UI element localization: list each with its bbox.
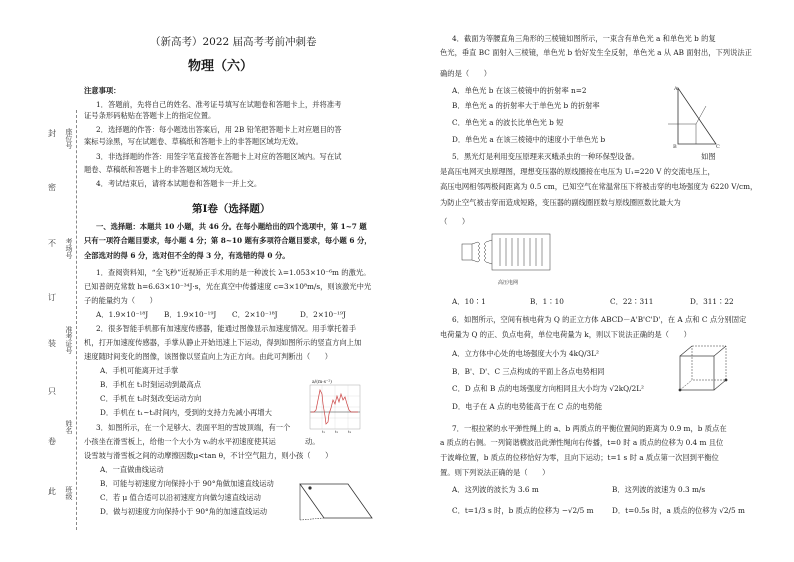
q1-option-c: C．2×10⁻¹⁸J bbox=[232, 310, 278, 319]
margin-char: 此 bbox=[48, 487, 56, 496]
question-2: 2．很多智能手机都有加速度传感器，能通过图像显示加速度情况。用手掌托着手 bbox=[96, 324, 357, 333]
margin-char: 订 bbox=[48, 293, 56, 302]
subject-title: 物理（六） bbox=[188, 59, 254, 74]
question-2: 机，打开加速度传感器，手掌从静止开始迅速上下运动，得到如图所示的竖直方向上加 bbox=[84, 338, 362, 347]
section-title: 第Ⅰ卷（选择题） bbox=[192, 203, 271, 215]
q2-option-b: B．手机在 t₁时刻运动到最高点 bbox=[100, 380, 202, 389]
margin-field-room: 考场号 bbox=[65, 238, 73, 259]
q7-option-b: B．这列波的波速为 0.3 m/s bbox=[612, 485, 706, 494]
margin-field-seat: 座位号 bbox=[65, 128, 73, 149]
margin-char: 卷 bbox=[48, 437, 56, 446]
q7-option-a: A．这列波的波长为 3.6 m bbox=[452, 485, 539, 494]
exam-title: （新高考）2022 届高考考前冲刺卷 bbox=[150, 36, 317, 48]
svg-text:C: C bbox=[716, 144, 720, 150]
question-5: （ ） bbox=[440, 217, 470, 226]
q2-option-c: C．手机在 t₂时刻改变运动方向 bbox=[100, 394, 202, 403]
question-6: 6．如图所示，空间有核电荷为 Q 的正立方体 ABCD－A'B'C'D'，在 A 点和 C 点分别固定 bbox=[452, 315, 747, 324]
q2-option-a: A．手机可能离开过手掌 bbox=[100, 366, 179, 375]
notice-line: 题卷、草稿纸和答题卡上的非答题区域均无效。 bbox=[84, 165, 238, 174]
margin-dashed-line bbox=[76, 110, 77, 530]
q5-option-b: B．1∶10 bbox=[530, 297, 564, 306]
q5-option-a: A．10∶1 bbox=[452, 297, 486, 306]
q2-option-d: D．手机在 t₁~t₃时间内，受到的支持力先减小再增大 bbox=[100, 408, 272, 417]
section-intro: 一、选择题：本题共 10 小题，共 46 分。在每小题给出的四个选项中，第 1~7 题 bbox=[96, 222, 367, 231]
margin-field-id: 准考证号 bbox=[65, 326, 73, 354]
margin-field-class: 班级 bbox=[65, 486, 73, 500]
q1-option-d: D．2×10⁻¹⁹J bbox=[300, 310, 346, 319]
question-4: 色光，垂直 BC 面射入三棱镜，单色光 b 恰好发生全反射，单色光 a 从 AB 面射出，下列说法正 bbox=[440, 48, 752, 57]
q7-option-c: C．t=1/3 s 时，b 质点的位移为 −√2/5 m bbox=[452, 506, 594, 515]
section-intro: 只有一项符合题目要求，每小题 4 分；第 8~10 题有多项符合题目要求，每小题 6 分， bbox=[84, 236, 372, 245]
question-6: 电荷量为 Q 的正、负点电荷，单位电荷量为 k，则以下说法正确的是（ ） bbox=[440, 330, 691, 339]
question-7: 7．一根拉紧的水平弹性绳上的 a、b 两质点的平衡位置间的距离为 0.9 m，b 质点在 bbox=[452, 424, 727, 433]
graph-axis-label: a/(m·s⁻²) bbox=[312, 380, 332, 385]
notice-line: 1．答题前，先将自己的姓名、准考证号填写在试题卷和答题卡上，并将准考 bbox=[96, 100, 342, 109]
question-7: 于波峰位置，b 质点的位移恰好为零，且向下运动；t=1 s 时 a 质点第一次回到平衡位 bbox=[440, 453, 719, 462]
q5-option-d: D．311∶22 bbox=[690, 297, 734, 306]
margin-char: 不 bbox=[48, 239, 56, 248]
notice-line: 案标号涂黑，写在试题卷、草稿纸和答题卡上的非答题区域均无效。 bbox=[84, 137, 303, 146]
notice-line: 2．选择题的作答：每小题选出答案后，用 2B 铅笔把答题卡上对应题目的答 bbox=[96, 125, 342, 134]
cube-diagram bbox=[674, 342, 730, 394]
question-1: 子的能量约为（ ） bbox=[84, 296, 157, 305]
question-1: 1．查阅资料知，“全飞秒”近视矫正手术用的是一种波长 λ=1.053×10⁻⁶m 的激光。 bbox=[96, 268, 371, 277]
question-3: 小孩坐在滑雪板上，给他一个大小为 v₀的水平初速度使其运 动。 bbox=[84, 437, 320, 446]
question-5: 高压电网相邻两极间距离为 0.5 cm，已知空气在常温常压下将被击穿的电场强度为 6220 V/cm， bbox=[440, 182, 758, 191]
svg-text:A: A bbox=[674, 86, 678, 92]
svg-text:t₁: t₁ bbox=[322, 429, 326, 434]
margin-field-name: 姓名 bbox=[65, 420, 73, 434]
transformer-grid-diagram bbox=[458, 230, 554, 278]
prism-diagram bbox=[666, 84, 722, 150]
q6-option-b: B．B'、D'、C 三点构成的平面上各点电势相同 bbox=[452, 367, 605, 376]
q4-option-a: A．单色光 b 在该三棱镜中的折射率 n=2 bbox=[452, 86, 587, 95]
question-7: 置。则下列说法正确的是（ ） bbox=[440, 468, 550, 477]
margin-char: 密 bbox=[48, 183, 56, 192]
q7-option-d: D．t=0.5s 时，a 质点的位移为 √2/5 m bbox=[612, 506, 745, 515]
question-4: 4．截面为等腰直角三角形的三棱镜如图所示，一束含有单色光 a 和单色光 b 的复 bbox=[452, 34, 716, 43]
question-5: 为防止空气被击穿而造成短路，变压器的副线圈匝数与原线圈匝数比最大为 bbox=[440, 198, 681, 207]
question-3: 3．如图所示，在一个足够大、表面平坦的雪坡顶端，有一个 bbox=[96, 423, 291, 432]
question-1: 已知普朗克常数 h=6.63×10⁻³⁴J·s，光在真空中传播速度 c=3×10⁸m/s，则该激光中光 bbox=[84, 282, 372, 291]
question-3: 设雪坡与滑雪板之间的动摩擦因数μ<tan θ，不计空气阻力，则小孩（ ） bbox=[84, 451, 333, 460]
snow-slope-diagram bbox=[296, 478, 376, 524]
notice-line: 证号条形码粘贴在答题卡上的指定位置。 bbox=[84, 111, 216, 120]
q3-option-d: D．做与初速度方向保持小于 90°角的加速直线运动 bbox=[100, 507, 268, 516]
q1-option-b: B．1.9×10⁻¹⁹J bbox=[164, 310, 217, 319]
q6-option-a: A．立方体中心处的电场强度大小为 4kQ/3L² bbox=[452, 349, 599, 358]
q4-option-c: C．单色光 a 的波长比单色光 b 短 bbox=[452, 118, 564, 127]
q1-option-a: A．1.9×10⁻¹⁸J bbox=[96, 310, 149, 319]
question-5: 是高压电网灭虫原理图，理想变压器的原线圈接在电压为 U₁=220 V 的交流电压上， bbox=[440, 167, 715, 176]
question-7: a 质点的右侧。一列简谐横波沿此弹性绳向右传播，t=0 时 a 质点的位移为 0.4 m 且位 bbox=[440, 438, 724, 447]
q4-option-b: B．单色光 a 的折射率大于单色光 b 的折射率 bbox=[452, 101, 600, 110]
q5-option-c: C．22∶311 bbox=[610, 297, 654, 306]
margin-char: 封 bbox=[48, 129, 56, 138]
svg-text:t₂: t₂ bbox=[335, 429, 339, 434]
margin-char: 装 bbox=[48, 339, 56, 348]
notice-line: 3．非选择题的作答：用签字笔直接答在答题卡上对应的答题区域内。写在试 bbox=[96, 152, 342, 161]
notice-line: 4．考试结束后，请将本试题卷和答题卡一并上交。 bbox=[96, 179, 262, 188]
q3-option-b: B．可能与初速度方向保持小于 90°角做加速直线运动 bbox=[100, 479, 274, 488]
q3-option-a: A．一直做曲线运动 bbox=[100, 465, 164, 474]
section-intro: 全部选对的得 6 分，选对但不全的得 3 分，有选错的得 0 分。 bbox=[84, 251, 290, 260]
q3-option-c: C．若 μ 值合适可以沿初速度方向做匀速直线运动 bbox=[100, 493, 261, 502]
q4-option-d: D．单色光 a 在该三棱镜中的速度小于单色光 b bbox=[452, 135, 606, 144]
svg-text:t₃: t₃ bbox=[348, 429, 352, 434]
notice-title: 注意事项： bbox=[84, 86, 121, 95]
question-4: 确的是（ ） bbox=[440, 69, 492, 78]
svg-text:B: B bbox=[673, 144, 677, 150]
q6-option-c: C．D 点和 B 点的电场强度方向相同且大小均为 √2kQ/2L² bbox=[452, 384, 644, 393]
question-5: 5．黑光灯是利用变压原理来灭蛾杀虫的一种环保型设备。 如图 bbox=[452, 152, 716, 161]
q6-option-d: D．电子在 A 点的电势能高于在 C 点的电势能 bbox=[452, 402, 603, 411]
question-2: 速度随时间变化的图像，该图像以竖直向上为正方向。由此可判断出（ ） bbox=[84, 352, 333, 361]
grid-label: 高压电网 bbox=[498, 280, 519, 286]
margin-char: 只 bbox=[48, 387, 56, 396]
